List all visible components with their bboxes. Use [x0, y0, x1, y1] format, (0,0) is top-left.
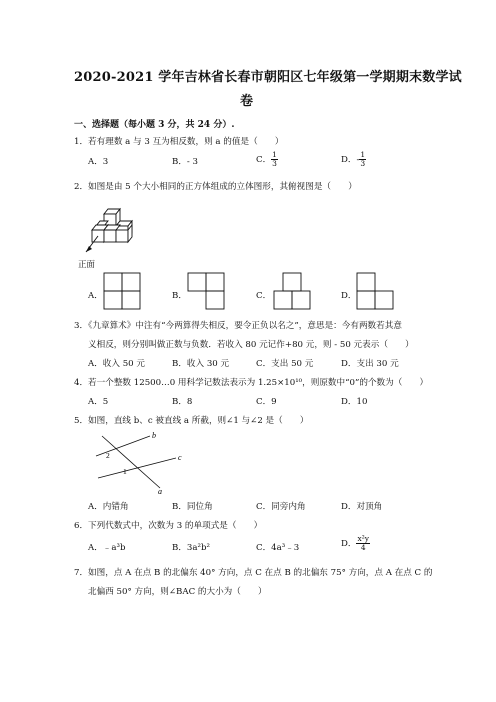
exam-title-line1: 2020-2021 学年吉林省长春市朝阳区七年级第一学期期末数学试: [74, 70, 462, 85]
label-c: c: [178, 453, 182, 462]
q2-option-c-grid: [274, 273, 310, 309]
q2-option-d-grid: [357, 273, 393, 309]
q1-option-c-fraction: [271, 151, 278, 168]
question-6-stem: 6．下列代数式中，次数为 3 的单项式是（ ）: [74, 521, 263, 531]
label-a: a: [158, 487, 162, 496]
fraction-denominator: 3: [272, 159, 277, 168]
q5-option-a: A．内错角: [88, 502, 129, 512]
q6-option-d: [341, 535, 370, 552]
q3-option-d: D．支出 30 元: [341, 359, 399, 369]
q1-option-c: [256, 151, 278, 168]
q2-option-a: A．: [88, 291, 103, 301]
q1-option-d-label: D．-: [341, 155, 360, 165]
q4-option-d: D．10: [341, 397, 368, 407]
q6-option-b: B．3a²b²: [172, 543, 210, 553]
question-7-line2: 北偏西 50° 方向，则∠BAC 的大小为（ ）: [88, 587, 267, 597]
q5-option-b: B．同位角: [172, 502, 213, 512]
q1-option-d-fraction: [359, 151, 366, 168]
question-2-stem: 2．如图是由 5 个大小相同的正方体组成的立体图形，其俯视图是（ ）: [74, 182, 357, 192]
q5-transversal-figure: [92, 430, 192, 494]
q3-option-b: B．收入 30 元: [172, 359, 230, 369]
q2-option-c: C．: [256, 291, 272, 301]
q2-option-b: B．: [172, 291, 187, 301]
q3-option-a: A．收入 50 元: [88, 359, 145, 369]
q6-option-d-fraction: [356, 535, 369, 552]
q1-option-a: A．3: [88, 157, 109, 167]
question-3-line1: 3．《九章算术》中注有“今两算得失相反，要令正负以名之”，意思是：今有两数若其意: [74, 321, 402, 331]
label-b: b: [152, 431, 156, 440]
fraction-numerator: 1: [272, 150, 277, 159]
cube-solid-figure: [90, 198, 150, 260]
q4-option-c: C．9: [256, 397, 277, 407]
question-5-stem: 5．如图，直线 b、c 被直线 a 所截，则∠1 与∠2 是（ ）: [74, 416, 309, 426]
q5-option-d: D．对顶角: [341, 502, 383, 512]
angle-2-label: 2: [106, 451, 110, 460]
q4-option-b: B．8: [172, 397, 193, 407]
q2-option-d: D．: [341, 291, 357, 301]
question-1-stem: 1．若有理数 a 与 3 互为相反数，则 a 的值是（ ）: [74, 137, 284, 147]
angle-1-label: 1: [123, 467, 127, 476]
q1-option-b: B．- 3: [172, 157, 199, 167]
q6-option-c: C．4a³﹣3: [256, 543, 300, 553]
q1-option-c-label: C．: [256, 155, 272, 165]
exam-title-line2: 卷: [240, 94, 254, 109]
section-heading: 一、选择题（每小题 3 分，共 24 分）.: [74, 120, 235, 130]
fraction-numerator: x²y: [357, 534, 369, 543]
question-7-line1: 7．如图，点 A 在点 B 的北偏东 40° 方向，点 C 在点 B 的北偏东 75° 方向，点 A 在点 C 的: [74, 568, 433, 578]
q2-option-b-grid: [188, 273, 224, 309]
q4-option-a: A．5: [88, 397, 109, 407]
q3-option-c: C．支出 50 元: [256, 359, 314, 369]
fraction-denominator: 3: [360, 159, 366, 168]
question-4-stem: 4．若一个整数 12500…0 用科学记数法表示为 1.25×10¹⁰，则原数中“0”的个数为（ ）: [74, 378, 429, 388]
fraction-denominator: 4: [360, 543, 366, 552]
line-b: [96, 436, 150, 456]
line-a: [102, 436, 160, 488]
q6-option-d-label: D．: [341, 539, 357, 549]
q2-option-a-grid: [104, 273, 140, 309]
q1-option-d: [341, 151, 366, 168]
question-3-line2: 义相反，则分别叫做正数与负数．若收入 80 元记作+80 元，则 - 50 元表示（ ）: [88, 340, 414, 350]
q5-option-c: C．同旁内角: [256, 502, 306, 512]
front-view-label: 正面: [78, 260, 96, 270]
fraction-numerator: 1: [360, 150, 366, 159]
q6-option-a: A．﹣a³b: [88, 543, 126, 553]
line-c: [98, 458, 176, 478]
